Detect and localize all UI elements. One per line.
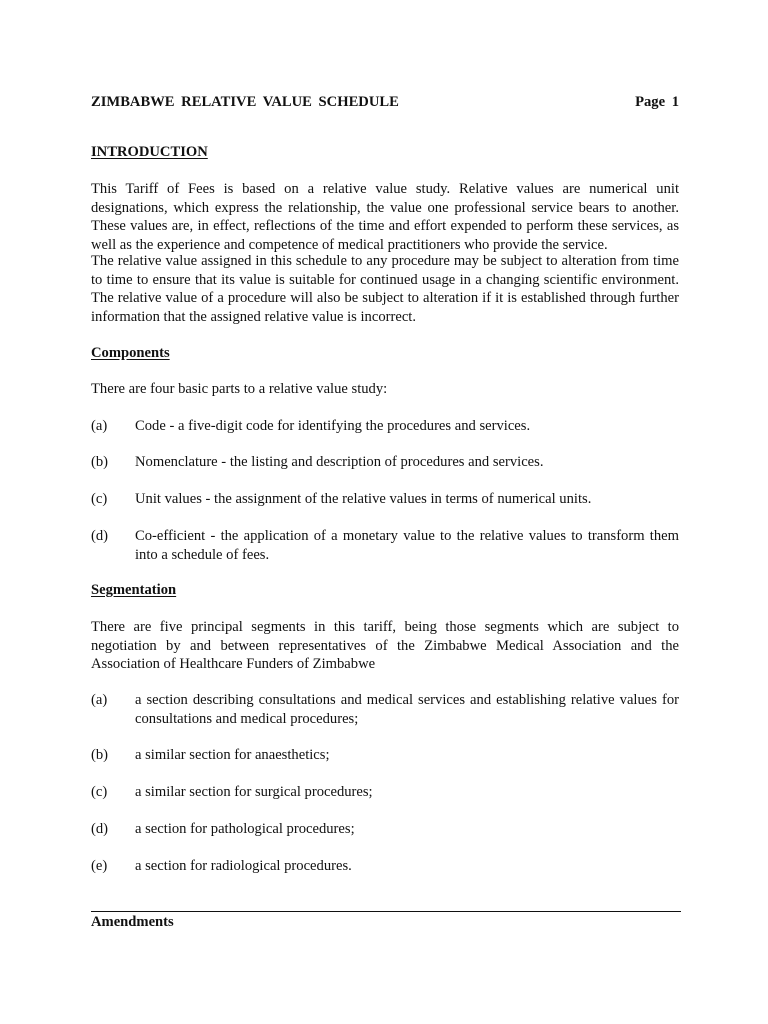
list-marker: (c) (91, 784, 108, 800)
list-item-text: Unit values - the assignment of the relative values in terms of numerical units. (135, 491, 592, 507)
segmentation-heading: Segmentation (91, 582, 177, 598)
components-heading: Components (91, 345, 170, 361)
list-marker: (b) (91, 454, 109, 470)
list-item-text: a section describing consultations and medical services and establishing relative values for consultations and medical procedures; (135, 692, 679, 727)
components-intro: There are four basic parts to a relative value study: (91, 381, 388, 397)
amendments-heading: Amendments (91, 914, 174, 930)
list-marker: (c) (91, 491, 108, 507)
list-item-text: a similar section for anaesthetics; (135, 747, 330, 763)
horizontal-rule (91, 911, 681, 912)
list-item-text: Nomenclature - the listing and description of procedures and services. (135, 454, 544, 470)
list-marker: (a) (91, 418, 108, 434)
list-item-text: a similar section for surgical procedures; (135, 784, 373, 800)
introduction-paragraph-2: The relative value assigned in this schedule to any procedure may be subject to alteration from time to time to ensure that its value is suitable for continued usage in a changing scientific environment. The relative value of a procedure will also be subject to alteration if it is established through further information that the assigned relative value is incorrect. (91, 253, 679, 325)
segmentation-intro: There are five principal segments in this tariff, being those segments which are subject to negotiation by and between representatives of the Zimbabwe Medical Association and the Association of Healthcare Funders of Zimbabwe (91, 619, 679, 672)
list-marker: (a) (91, 692, 108, 708)
list-marker: (b) (91, 747, 109, 763)
document-title: ZIMBABWE RELATIVE VALUE SCHEDULE (91, 94, 399, 110)
page-number: Page 1 (635, 94, 679, 110)
list-item-text: a section for radiological procedures. (135, 858, 352, 874)
list-item-text: a section for pathological procedures; (135, 821, 355, 837)
introduction-heading: INTRODUCTION (91, 144, 208, 160)
introduction-paragraph-1: This Tariff of Fees is based on a relative value study. Relative values are numerical unit designations, which express the relationship, the value one professional service bears to another. These values are, in effect, reflections of the time and effort expended to perform these services, as well as the experience and competence of medical practitioners who provide the service. (91, 181, 679, 253)
list-marker: (d) (91, 821, 109, 837)
document-page (91, 0, 679, 1024)
list-item-text: Co-efficient - the application of a monetary value to the relative values to transform them into a schedule of fees. (135, 528, 679, 563)
list-marker: (e) (91, 858, 108, 874)
list-marker: (d) (91, 528, 109, 544)
list-item-text: Code - a five-digit code for identifying the procedures and services. (135, 418, 531, 434)
